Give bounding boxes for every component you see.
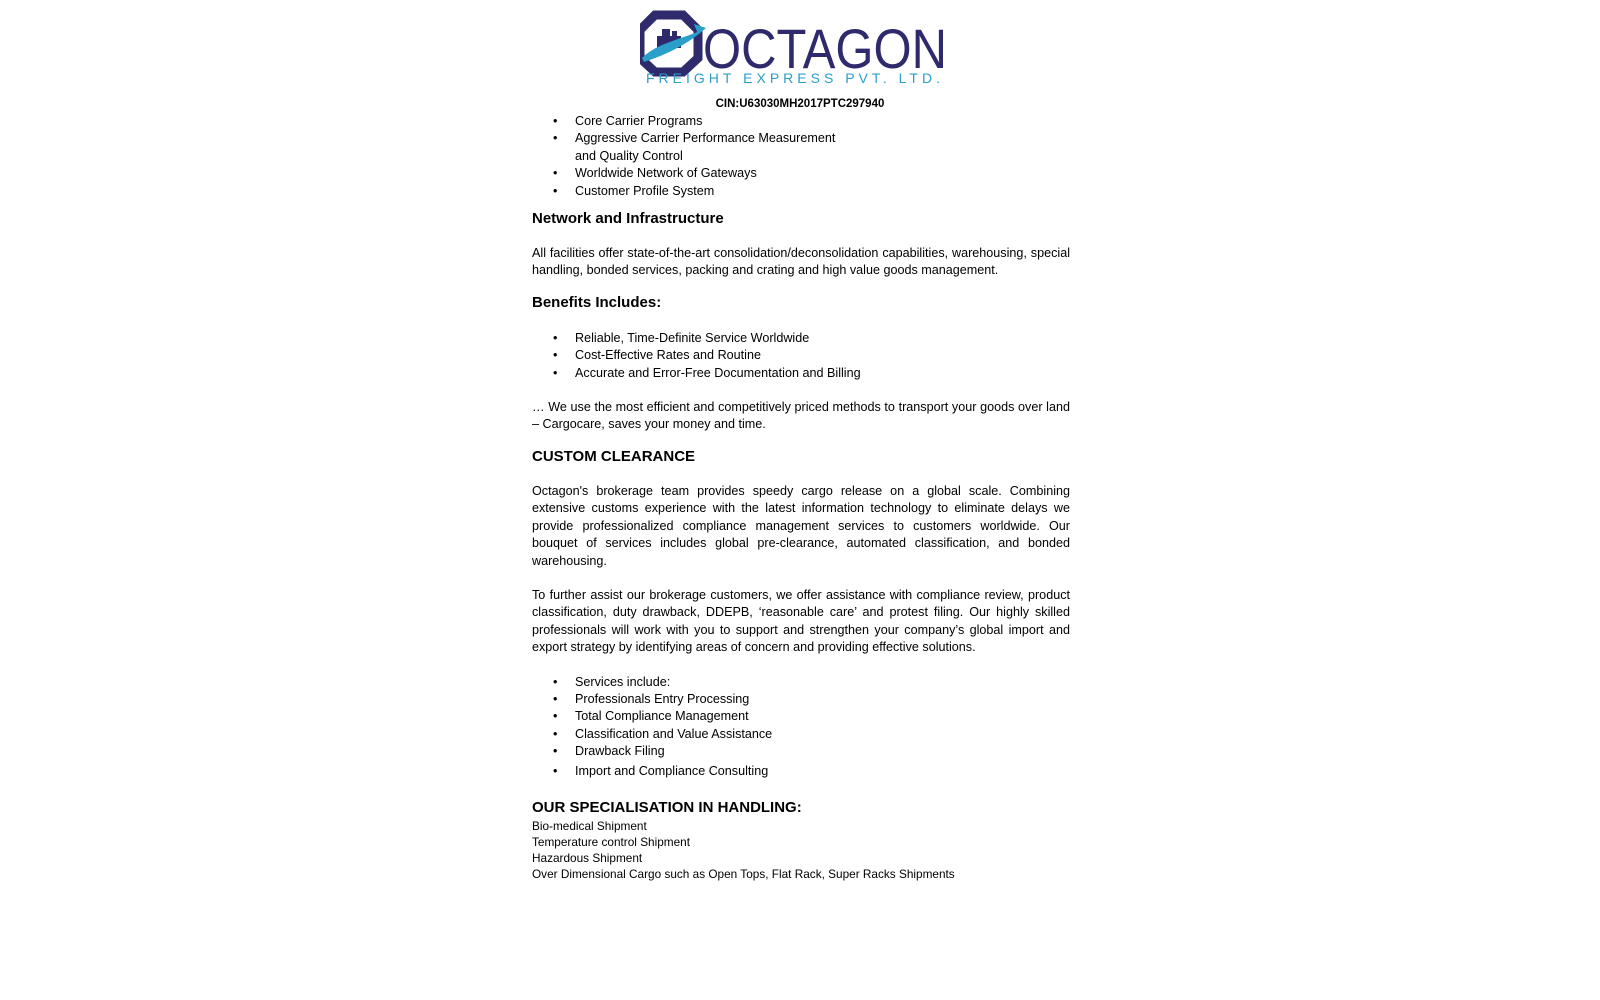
logo-wordmark: OCTAGON [703,17,947,80]
custom-clearance-paragraph-1: Octagon's brokerage team provides speedy cargo release on a global scale. Combining extensive customs experience with the latest information technology to eliminate delays we provide professionalized compliance management services to customers worldwide. Our bouquet of services includes global pre-clearance, automated classification, and bonded warehousing. [532,483,1070,568]
list-item: • Reliable, Time-Definite Service Worldwide [532,330,1070,347]
list-item: • Services include: [532,674,1070,691]
specialisation-item: Over Dimensional Cargo such as Open Tops, Flat Rack, Super Racks Shipments [532,866,955,881]
cin-number: CIN:U63030MH2017PTC297940 [715,98,885,110]
custom-clearance-heading: CUSTOM CLEARANCE [532,447,696,465]
list-item: • Classification and Value Assistance [532,726,1070,743]
company-logo [640,10,950,85]
list-item: • Professionals Entry Processing [532,691,1070,708]
list-item: • Customer Profile System [532,183,1070,200]
list-item: • Import and Compliance Consulting [532,763,1070,780]
services-list [532,674,1070,780]
list-item: • Total Compliance Management [532,708,1070,725]
specialisation-item: Temperature control Shipment [532,834,691,849]
network-heading: Network and Infrastructure [532,210,724,228]
benefits-closing: … We use the most efficient and competitively priced methods to transport your goods over land – Cargocare, saves your money and time. [532,400,1070,432]
specialisation-item: Bio-medical Shipment [532,818,647,833]
specialisation-heading: OUR SPECIALISATION IN HANDLING: [532,798,802,816]
network-paragraph: All facilities offer state-of-the-art consolidation/deconsolidation capabilities, warehousing, special handling, bonded services, packing and crating and high value goods management. [532,246,1070,278]
list-item: • Accurate and Error-Free Documentation and Billing [532,365,1070,382]
list-item-continuation [532,148,1070,165]
document-body [532,113,1070,882]
specialisation-list [532,818,1070,882]
list-item: • Worldwide Network of Gateways [532,165,1070,182]
carrier-list [532,113,1070,200]
custom-clearance-paragraph-2: To further assist our brokerage customers, we offer assistance with compliance review, product classification, duty drawback, DDEPB, ‘reasonable care’ and protest filing. Our highly skilled professionals will work with you to support and strengthen your company’s global import and export strategy by identifying areas of concern and providing effective solutions. [532,587,1070,655]
octagon-logo-graphic [640,10,950,85]
benefits-list [532,330,1070,382]
list-item: • Drawback Filing [532,743,1070,760]
benefits-heading: Benefits Includes: [532,293,662,311]
logo-tagline: FREIGHT EXPRESS PVT. LTD. [646,70,940,85]
list-item-text: and Quality Control [575,148,683,163]
list-item: • Aggressive Carrier Performance Measurement [532,130,1070,147]
list-item: • Cost-Effective Rates and Routine [532,347,1070,364]
list-item: • Core Carrier Programs [532,113,1070,130]
specialisation-item: Hazardous Shipment [532,850,643,865]
